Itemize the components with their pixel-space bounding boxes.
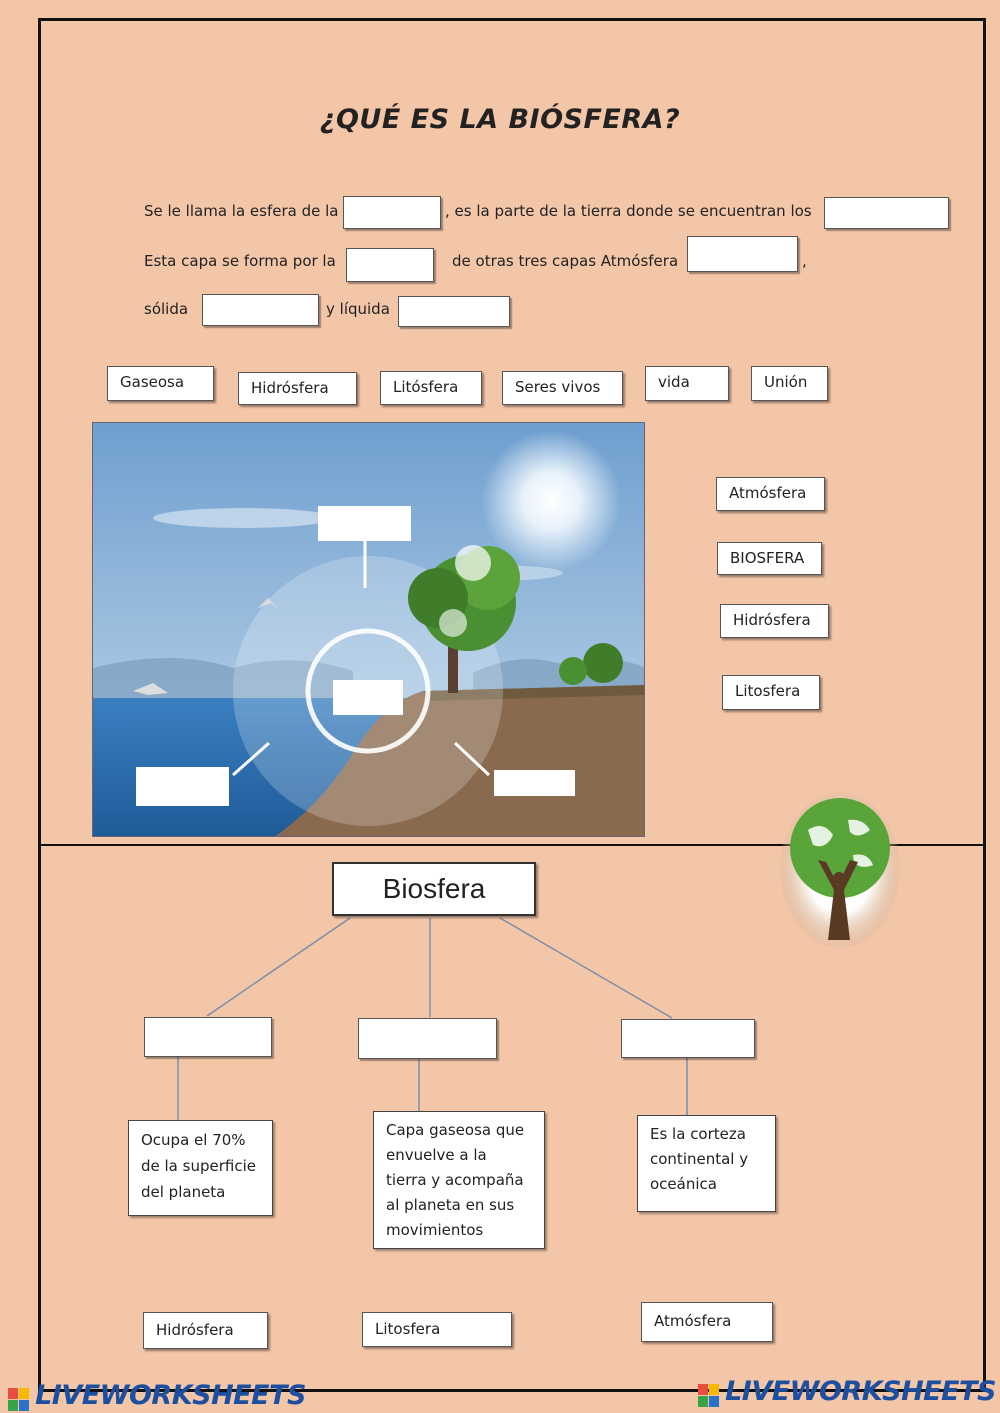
sentence-2-part-c: , — [802, 252, 807, 270]
description-line: del planeta — [141, 1183, 226, 1201]
description-line: Es la corteza — [650, 1125, 746, 1143]
description-atmosfera — [373, 1111, 545, 1249]
sentence-1-part-a: Se le llama la esfera de la — [144, 202, 339, 220]
word-chip-label: Litósfera — [393, 378, 459, 396]
description-line: continental y — [650, 1150, 749, 1168]
word-chip-label: Hidrósfera — [251, 379, 329, 397]
concept-root-biosfera: Biosfera — [332, 862, 536, 916]
logo-text: LIVEWORKSHEETS — [725, 1376, 996, 1407]
description-line: envuelve a la — [386, 1146, 487, 1164]
word-chip-label: vida — [658, 373, 690, 391]
liveworksheets-logo-right[interactable] — [698, 1376, 996, 1408]
description-line: de la superficie — [141, 1157, 256, 1175]
sentence-2-part-a: Esta capa se forma por la — [144, 252, 336, 270]
word-chip-label: Gaseosa — [120, 373, 185, 391]
sentence-3-part-b: y líquida — [326, 300, 390, 318]
description-line: oceánica — [650, 1175, 717, 1193]
liveworksheets-logo-mark-icon — [8, 1388, 30, 1412]
word-chip-litosfera-3[interactable] — [362, 1312, 512, 1347]
description-litosfera — [637, 1115, 776, 1212]
liveworksheets-logo-left[interactable] — [8, 1380, 306, 1412]
description-line: movimientos — [386, 1221, 484, 1239]
logo-text: LIVEWORKSHEETS — [35, 1380, 306, 1411]
word-chip-hidrosfera-3[interactable] — [143, 1312, 268, 1349]
word-chip-label: Unión — [764, 373, 808, 391]
description-line: Ocupa el 70% — [141, 1131, 246, 1149]
concept-blank-right[interactable] — [621, 1019, 755, 1058]
sentence-2-part-b: de otras tres capas Atmósfera — [452, 252, 679, 270]
word-chip-label: Atmósfera — [654, 1312, 732, 1330]
word-chip-label: Hidrósfera — [156, 1321, 234, 1339]
concept-blank-left[interactable] — [144, 1017, 272, 1057]
description-hidrosfera — [128, 1120, 273, 1216]
page-title: ¿QUÉ ES LA BIÓSFERA? — [319, 104, 681, 135]
word-chip-label: BIOSFERA — [730, 549, 805, 567]
word-chip-atmosfera-3[interactable] — [641, 1302, 773, 1342]
description-line: tierra y acompaña — [386, 1171, 524, 1189]
word-chip-label: Atmósfera — [729, 484, 807, 502]
word-chip-label: Litosfera — [375, 1320, 441, 1338]
description-line: al planeta en sus — [386, 1196, 515, 1214]
description-line: Capa gaseosa que — [386, 1121, 525, 1139]
concept-blank-center[interactable] — [358, 1018, 497, 1059]
liveworksheets-logo-mark-icon — [698, 1384, 720, 1408]
word-chip-label: Hidrósfera — [733, 611, 811, 629]
word-chip-label: Litosfera — [735, 682, 801, 700]
sentence-1-part-b: , es la parte de la tierra donde se encuentran los — [445, 202, 812, 220]
sentence-3-part-a: sólida — [144, 300, 189, 318]
word-chip-label: Seres vivos — [515, 378, 601, 396]
